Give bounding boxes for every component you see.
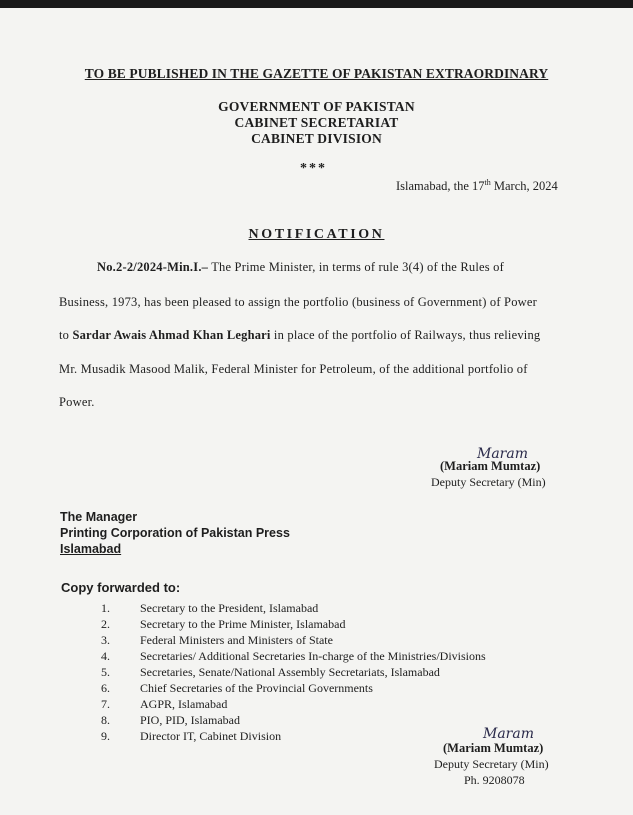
- copy-item-text: Secretaries, Senate/National Assembly Secretariats, Islamabad: [140, 665, 440, 679]
- addressee-line-3: Islamabad: [60, 542, 122, 556]
- signature-2-name: (Mariam Mumtaz): [443, 741, 544, 755]
- copy-item-number: 4.: [101, 649, 110, 663]
- document-page: [0, 8, 633, 815]
- copy-item-number: 3.: [101, 633, 110, 647]
- signature-2-designation: Deputy Secretary (Min): [434, 757, 549, 771]
- division-heading: CABINET DIVISION: [251, 131, 382, 146]
- signature-2-phone: Ph. 9208078: [464, 773, 525, 787]
- copy-item-number: 5.: [101, 665, 110, 679]
- copy-item-number: 2.: [101, 617, 110, 631]
- government-heading: GOVERNMENT OF PAKISTAN: [218, 99, 415, 114]
- copy-item-text: Chief Secretaries of the Provincial Governments: [140, 681, 373, 695]
- copy-item-text: Secretaries/ Additional Secretaries In-charge of the Ministries/Divisions: [140, 649, 486, 663]
- copy-item-number: 8.: [101, 713, 110, 727]
- body-line-5: Power.: [59, 395, 95, 409]
- copy-item-number: 6.: [101, 681, 110, 695]
- body-line-2: Business, 1973, has been pleased to assign the portfolio (business of Government) of Power: [59, 295, 537, 309]
- dateline-suffix: March, 2024: [490, 179, 558, 194]
- addressee-line-2: Printing Corporation of Pakistan Press: [60, 526, 290, 540]
- body-line-1: [97, 260, 504, 275]
- copy-item-number: 9.: [101, 729, 110, 743]
- minister-name: Sardar Awais Ahmad Khan Leghari: [72, 328, 271, 342]
- body-line-3-pre: to: [59, 328, 73, 342]
- copy-item-number: 1.: [101, 601, 110, 615]
- dateline-prefix: Islamabad, the 17: [396, 179, 485, 194]
- body-line-3: [59, 328, 540, 343]
- copy-item-text: PIO, PID, Islamabad: [140, 713, 240, 727]
- copy-item-text: Director IT, Cabinet Division: [140, 729, 282, 743]
- addressee-line-1: The Manager: [60, 510, 138, 524]
- signature-2-scrawl: Maram: [483, 726, 534, 742]
- copy-heading: Copy forwarded to:: [61, 580, 181, 595]
- copy-item-text: Secretary to the President, Islamabad: [140, 601, 319, 615]
- copy-item-number: 7.: [101, 697, 110, 711]
- copy-item-text: Federal Ministers and Ministers of State: [140, 633, 333, 647]
- signature-1-scrawl: Maram: [477, 446, 528, 462]
- body-line-4: Mr. Musadik Masood Malik, Federal Minister for Petroleum, of the additional portfolio of: [59, 362, 528, 376]
- secretariat-heading: CABINET SECRETARIAT: [234, 115, 399, 130]
- body-line-1-text: The Prime Minister, in terms of rule 3(4) of the Rules of: [208, 260, 504, 274]
- copy-item-text: Secretary to the Prime Minister, Islamabad: [140, 617, 346, 631]
- reference-number: No.2-2/2024-Min.I.–: [97, 260, 209, 274]
- separator-stars: ***: [300, 161, 327, 176]
- dateline: [396, 178, 558, 194]
- body-line-3-text: in place of the portfolio of Railways, thus relieving: [270, 328, 541, 342]
- signature-1-designation: Deputy Secretary (Min): [431, 475, 546, 489]
- notification-title: NOTIFICATION: [248, 227, 385, 242]
- copy-item-text: AGPR, Islamabad: [140, 697, 228, 711]
- dateline-sup: th: [484, 178, 491, 187]
- signature-1-name: (Mariam Mumtaz): [440, 459, 541, 473]
- gazette-heading: TO BE PUBLISHED IN THE GAZETTE OF PAKISTAN EXTRAORDINARY: [84, 66, 549, 81]
